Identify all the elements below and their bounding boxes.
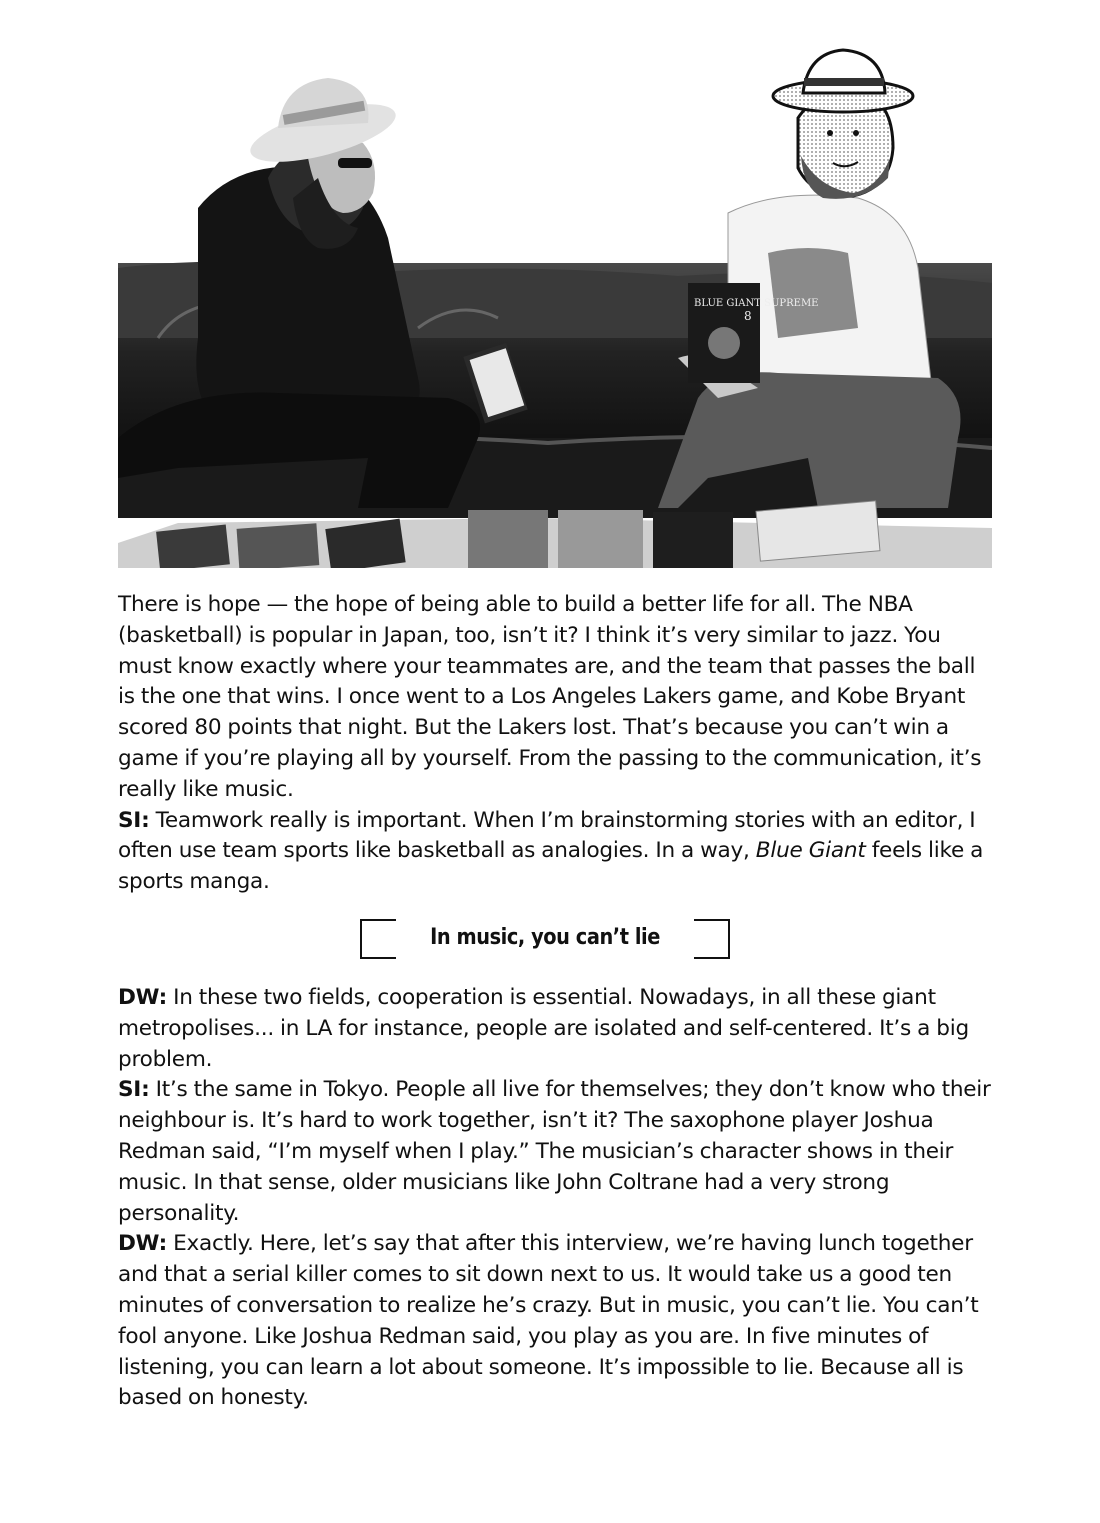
speaker-label: DW: [118,1231,167,1257]
paragraph-text: Teamwork really is important. When I’m brainstorming stories with an editor, I often use team sports like basketball as analogies. In a way, [118,807,976,864]
paragraph-text: feels like a sports manga. [118,838,984,895]
paragraph-dw-honesty [118,1229,998,1414]
right-bracket [694,919,730,959]
title-italic: Blue Giant [755,838,866,864]
paragraph-text: Exactly. Here, let’s say that after this interview, we’re having lunch together and that a serial killer comes to sit down next to us. It would take us a good ten minutes of conversation to realize he’s crazy. But in music, you can’t lie. You can’t fool anyone. Like Joshua Redman said, you play as you are. In five minutes of listening, you can learn a lot about someone. It’s impossible to lie. Because all is based on honesty. [118,1231,979,1411]
book-cover-volume: 8 [744,309,752,323]
book-cover-title: BLUE GIANT SUPREME [694,298,819,309]
section-heading [360,919,730,961]
paragraph-text: It’s the same in Tokyo. People all live for themselves; they don’t know who their neighbour is. It’s hard to work together, isn’t it? The saxophone player Joshua Redman said, “I’m myself when I play.” The musician’s character shows in their music. In that sense, older musicians like John Coltrane had a very strong personality. [118,1077,991,1226]
section-heading-text: In music, you can’t lie [430,925,660,950]
interview-photo [118,38,992,568]
paragraph-dw-cooperation [118,983,998,1075]
speaker-label: DW: [118,985,167,1010]
paragraph-dw-continued: There is hope — the hope of being able to build a better life for all. The NBA (basketball) is popular in Japan, too, isn’t it? I think it’s very similar to jazz. You must know exactly where your teammates are, and the team that passes the ball is the one that wins. I once went to a Los Angeles Lakers game, and Kobe Bryant scored 80 points that night. But the Lakers lost. That’s because you can’t win a game if you’re playing all by yourself. From the passing to the communication, it’s really like music. [118,592,982,802]
paragraph-text: In these two fields, cooperation is essential. Nowadays, in all these giant metropolises... in LA for instance, people are isolated and self-centered. It’s a big problem. [118,985,969,1072]
article-section-1 [118,590,998,898]
paragraph-si-teamwork [118,806,998,898]
speaker-label: SI: [118,1077,150,1103]
speaker-label: SI: [118,807,150,833]
article-section-2 [118,983,998,1414]
paragraph-si-tokyo [118,1075,998,1229]
